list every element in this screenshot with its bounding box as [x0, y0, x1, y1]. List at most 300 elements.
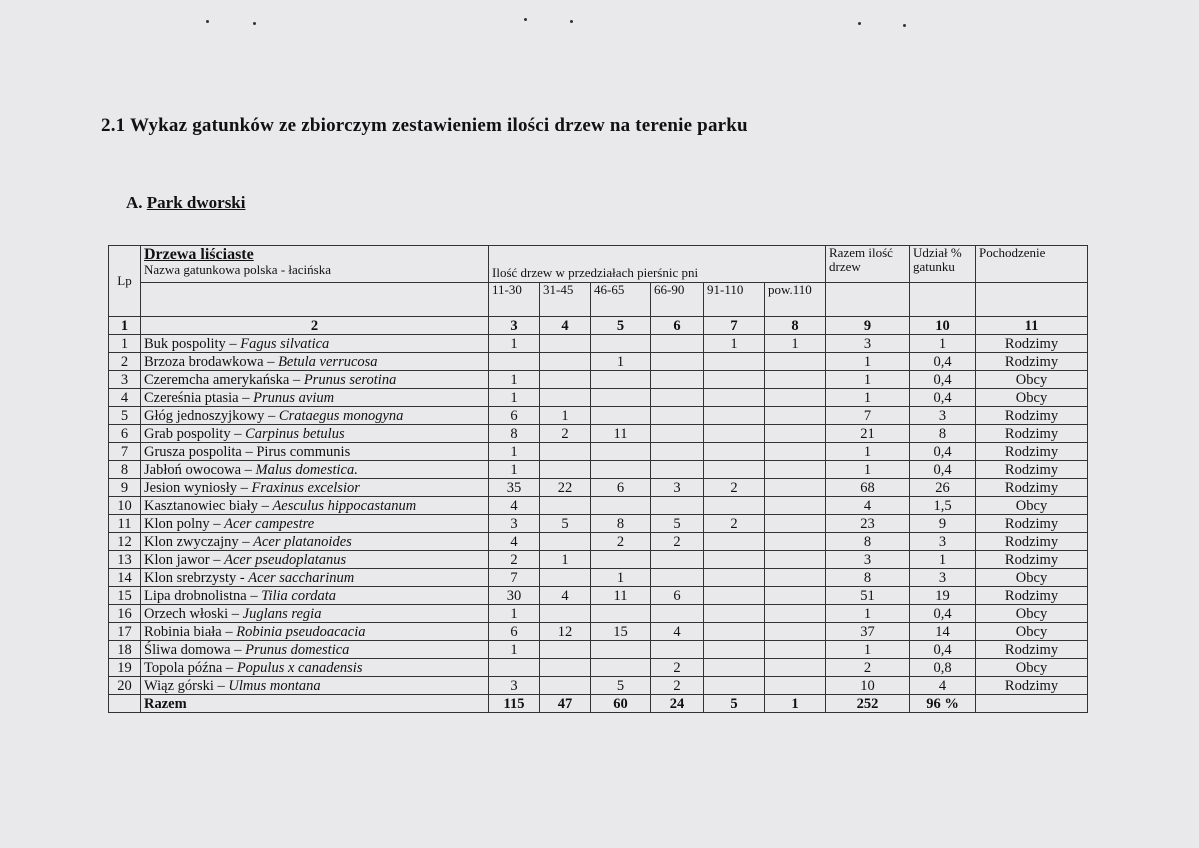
row-range-6: [765, 641, 826, 659]
row-share: 1: [910, 335, 976, 353]
row-range-6: [765, 353, 826, 371]
row-range-6: [765, 677, 826, 695]
row-share: 0,4: [910, 641, 976, 659]
species-table: [108, 245, 1088, 713]
header-share: Udział % gatunku: [910, 246, 976, 283]
column-number: 8: [765, 317, 826, 335]
row-range-1: 1: [489, 641, 540, 659]
row-range-6: [765, 569, 826, 587]
species-latin-name: Prunus domestica: [245, 642, 350, 658]
table-row: [109, 515, 1088, 533]
row-range-3: 8: [591, 515, 651, 533]
species-polish-name: Topola późna –: [144, 660, 237, 676]
row-share: 14: [910, 623, 976, 641]
row-range-3: 6: [591, 479, 651, 497]
row-range-2: [540, 677, 591, 695]
row-total: 23: [826, 515, 910, 533]
row-origin: Rodzimy: [976, 533, 1088, 551]
row-total: 8: [826, 533, 910, 551]
row-species: [141, 443, 489, 461]
table-row: [109, 605, 1088, 623]
row-range-5: [704, 497, 765, 515]
row-range-2: [540, 389, 591, 407]
row-share: 9: [910, 515, 976, 533]
subsection-letter: A.: [126, 193, 143, 212]
row-range-6: [765, 605, 826, 623]
row-origin: Rodzimy: [976, 515, 1088, 533]
totals-lp-blank: [109, 695, 141, 713]
species-polish-name: Wiąz górski –: [144, 678, 229, 694]
row-range-4: 2: [651, 659, 704, 677]
scan-speck: [524, 18, 527, 21]
row-share: 0,4: [910, 461, 976, 479]
species-polish-name: Jesion wyniosły –: [144, 480, 252, 496]
row-range-3: 11: [591, 425, 651, 443]
row-range-2: 4: [540, 587, 591, 605]
row-range-3: [591, 335, 651, 353]
species-latin-name: Prunus avium: [253, 390, 335, 406]
totals-range-6: 1: [765, 695, 826, 713]
row-range-3: 1: [591, 353, 651, 371]
row-origin: Rodzimy: [976, 425, 1088, 443]
row-share: 1: [910, 551, 976, 569]
row-range-4: 2: [651, 677, 704, 695]
row-range-1: 35: [489, 479, 540, 497]
header-species: [141, 246, 489, 283]
row-total: 1: [826, 443, 910, 461]
species-polish-name: Czeremcha amerykańska –: [144, 372, 304, 388]
species-latin-name: Fraxinus excelsior: [251, 480, 360, 496]
species-polish-name: Głóg jednoszyjkowy –: [144, 408, 279, 424]
header-range-6: pow.110: [765, 283, 826, 317]
row-range-2: [540, 353, 591, 371]
row-lp: 5: [109, 407, 141, 425]
header-range-3: 46-65: [591, 283, 651, 317]
row-range-5: [704, 353, 765, 371]
row-share: 0,4: [910, 389, 976, 407]
table-row: [109, 677, 1088, 695]
row-share: 0,4: [910, 353, 976, 371]
row-lp: 1: [109, 335, 141, 353]
row-range-2: 1: [540, 551, 591, 569]
header-range-1: 11-30: [489, 283, 540, 317]
row-species: [141, 335, 489, 353]
header-species-blank: [141, 283, 489, 317]
species-latin-name: Aesculus hippocastanum: [272, 498, 417, 514]
row-range-3: 2: [591, 533, 651, 551]
scan-speck: [206, 20, 209, 23]
row-range-5: [704, 551, 765, 569]
row-range-1: 8: [489, 425, 540, 443]
column-number: 4: [540, 317, 591, 335]
row-range-1: 6: [489, 623, 540, 641]
header-range-5: 91-110: [704, 283, 765, 317]
table-row: [109, 569, 1088, 587]
header-lp: Lp: [109, 246, 141, 317]
row-range-6: [765, 515, 826, 533]
row-range-4: 6: [651, 587, 704, 605]
table-row: [109, 461, 1088, 479]
column-number: 9: [826, 317, 910, 335]
row-range-4: [651, 497, 704, 515]
table-row: [109, 659, 1088, 677]
row-total: 1: [826, 641, 910, 659]
species-polish-name: Śliwa domowa –: [144, 642, 246, 658]
row-range-1: 3: [489, 515, 540, 533]
row-range-1: 1: [489, 371, 540, 389]
row-share: 0,4: [910, 371, 976, 389]
species-latin-name: Acer pseudoplatanus: [224, 552, 347, 568]
totals-range-4: 24: [651, 695, 704, 713]
row-range-6: [765, 443, 826, 461]
totals-range-5: 5: [704, 695, 765, 713]
row-range-2: 12: [540, 623, 591, 641]
row-range-2: [540, 497, 591, 515]
row-range-4: [651, 569, 704, 587]
row-total: 8: [826, 569, 910, 587]
row-range-1: 1: [489, 461, 540, 479]
row-origin: Rodzimy: [976, 407, 1088, 425]
row-range-3: 15: [591, 623, 651, 641]
row-share: 3: [910, 407, 976, 425]
row-range-6: [765, 497, 826, 515]
row-range-3: 1: [591, 569, 651, 587]
row-total: 7: [826, 407, 910, 425]
row-range-1: 2: [489, 551, 540, 569]
species-latin-name: Ulmus montana: [228, 678, 321, 694]
species-polish-name: Orzech włoski –: [144, 606, 243, 622]
totals-label: Razem: [141, 695, 489, 713]
row-range-4: 3: [651, 479, 704, 497]
row-range-2: [540, 371, 591, 389]
species-latin-name: Crataegus monogyna: [278, 408, 404, 424]
totals-share: 96 %: [910, 695, 976, 713]
row-origin: Rodzimy: [976, 677, 1088, 695]
species-latin-name: Populus x canadensis: [236, 660, 363, 676]
row-range-5: [704, 389, 765, 407]
row-origin: Rodzimy: [976, 551, 1088, 569]
table-row: [109, 587, 1088, 605]
row-range-5: [704, 605, 765, 623]
row-total: 21: [826, 425, 910, 443]
totals-range-2: 47: [540, 695, 591, 713]
row-species: [141, 371, 489, 389]
species-latin-name: Fagus silvatica: [240, 336, 330, 352]
scan-speck: [903, 24, 906, 27]
row-range-4: 5: [651, 515, 704, 533]
row-total: 3: [826, 551, 910, 569]
species-latin-name: Tilia cordata: [261, 588, 336, 604]
row-share: 26: [910, 479, 976, 497]
row-range-3: 5: [591, 677, 651, 695]
row-range-1: 1: [489, 335, 540, 353]
row-range-6: [765, 389, 826, 407]
scan-speck: [253, 22, 256, 25]
row-range-1: 3: [489, 677, 540, 695]
row-range-6: [765, 461, 826, 479]
row-species: [141, 515, 489, 533]
header-species-label: Nazwa gatunkowa polska - łacińska: [144, 262, 331, 277]
table-row: [109, 371, 1088, 389]
row-range-2: [540, 641, 591, 659]
row-share: 8: [910, 425, 976, 443]
species-polish-name: Klon srebrzysty -: [144, 570, 249, 586]
row-species: [141, 641, 489, 659]
row-range-3: [591, 371, 651, 389]
row-species: [141, 623, 489, 641]
row-range-5: [704, 443, 765, 461]
row-share: 3: [910, 533, 976, 551]
species-polish-name: Klon zwyczajny –: [144, 534, 254, 550]
row-range-1: 30: [489, 587, 540, 605]
row-lp: 4: [109, 389, 141, 407]
row-range-1: 1: [489, 389, 540, 407]
row-range-1: 1: [489, 605, 540, 623]
column-number: 5: [591, 317, 651, 335]
column-number: 10: [910, 317, 976, 335]
row-share: 3: [910, 569, 976, 587]
row-range-5: 2: [704, 479, 765, 497]
header-total-blank: [826, 283, 910, 317]
row-species: [141, 461, 489, 479]
row-species: [141, 587, 489, 605]
species-polish-name: Brzoza brodawkowa –: [144, 354, 279, 370]
column-number: 1: [109, 317, 141, 335]
row-origin: Obcy: [976, 605, 1088, 623]
species-latin-name: Malus domestica.: [255, 462, 358, 478]
row-range-5: [704, 533, 765, 551]
row-origin: Rodzimy: [976, 461, 1088, 479]
row-range-4: [651, 641, 704, 659]
table-row: [109, 497, 1088, 515]
row-total: 1: [826, 461, 910, 479]
row-total: 37: [826, 623, 910, 641]
row-range-6: [765, 623, 826, 641]
subsection-name: Park dworski: [146, 193, 246, 212]
table-row: [109, 443, 1088, 461]
row-share: 0,4: [910, 443, 976, 461]
row-origin: Obcy: [976, 659, 1088, 677]
species-latin-name: Robinia pseudoacacia: [236, 624, 366, 640]
row-range-1: [489, 353, 540, 371]
row-total: 10: [826, 677, 910, 695]
row-range-2: [540, 659, 591, 677]
table-row: [109, 533, 1088, 551]
section-title: 2.1 Wykaz gatunków ze zbiorczym zestawieniem ilości drzew na terenie parku: [101, 115, 748, 136]
table-row: [109, 551, 1088, 569]
row-origin: Obcy: [976, 497, 1088, 515]
species-polish-name: Lipa drobnolistna –: [144, 588, 262, 604]
row-share: 19: [910, 587, 976, 605]
row-range-5: [704, 623, 765, 641]
row-lp: 17: [109, 623, 141, 641]
row-range-6: [765, 587, 826, 605]
row-total: 68: [826, 479, 910, 497]
row-lp: 6: [109, 425, 141, 443]
row-range-1: 6: [489, 407, 540, 425]
row-range-4: [651, 371, 704, 389]
row-range-5: 1: [704, 335, 765, 353]
row-range-5: [704, 587, 765, 605]
row-origin: Obcy: [976, 569, 1088, 587]
row-lp: 14: [109, 569, 141, 587]
row-range-4: [651, 335, 704, 353]
row-species: [141, 407, 489, 425]
row-lp: 16: [109, 605, 141, 623]
row-species: [141, 533, 489, 551]
row-range-6: [765, 659, 826, 677]
species-polish-name: Jabłoń owocowa –: [144, 462, 256, 478]
row-origin: Obcy: [976, 623, 1088, 641]
row-lp: 9: [109, 479, 141, 497]
row-range-6: [765, 551, 826, 569]
species-latin-name: Betula verrucosa: [278, 354, 378, 370]
row-total: 1: [826, 605, 910, 623]
row-range-3: [591, 443, 651, 461]
column-number: 11: [976, 317, 1088, 335]
row-range-3: [591, 461, 651, 479]
header-origin-blank: [976, 283, 1088, 317]
row-lp: 8: [109, 461, 141, 479]
row-range-2: [540, 461, 591, 479]
row-total: 4: [826, 497, 910, 515]
row-range-3: [591, 407, 651, 425]
column-number: 6: [651, 317, 704, 335]
species-polish-name: Czereśnia ptasia –: [144, 390, 254, 406]
row-range-4: [651, 443, 704, 461]
row-total: 2: [826, 659, 910, 677]
header-range-2: 31-45: [540, 283, 591, 317]
row-origin: Rodzimy: [976, 443, 1088, 461]
table-row: [109, 641, 1088, 659]
row-range-5: [704, 371, 765, 389]
row-range-3: [591, 605, 651, 623]
row-range-2: 2: [540, 425, 591, 443]
row-range-4: [651, 353, 704, 371]
row-range-3: [591, 497, 651, 515]
totals-origin: [976, 695, 1088, 713]
row-range-1: [489, 659, 540, 677]
species-latin-name: Prunus serotina: [303, 372, 397, 388]
header-share-blank: [910, 283, 976, 317]
species-polish-name: Grusza pospolita – Pirus communis: [144, 444, 351, 460]
row-origin: Rodzimy: [976, 335, 1088, 353]
row-total: 1: [826, 353, 910, 371]
header-total: Razem ilość drzew: [826, 246, 910, 283]
row-lp: 12: [109, 533, 141, 551]
row-range-2: 22: [540, 479, 591, 497]
row-species: [141, 353, 489, 371]
species-latin-name: Acer platanoides: [253, 534, 352, 550]
row-total: 1: [826, 371, 910, 389]
species-latin-name: Acer campestre: [224, 516, 315, 532]
row-origin: Rodzimy: [976, 641, 1088, 659]
row-lp: 15: [109, 587, 141, 605]
row-species: [141, 497, 489, 515]
row-species: [141, 569, 489, 587]
row-range-2: [540, 533, 591, 551]
row-range-6: [765, 479, 826, 497]
species-polish-name: Grab pospolity –: [144, 426, 246, 442]
table-row: [109, 353, 1088, 371]
table-row: [109, 407, 1088, 425]
header-range-4: 66-90: [651, 283, 704, 317]
row-range-3: [591, 641, 651, 659]
row-range-4: 2: [651, 533, 704, 551]
row-lp: 2: [109, 353, 141, 371]
row-species: [141, 479, 489, 497]
row-range-5: [704, 425, 765, 443]
scan-speck: [858, 22, 861, 25]
row-range-6: [765, 425, 826, 443]
species-polish-name: Robinia biała –: [144, 624, 237, 640]
row-range-1: 7: [489, 569, 540, 587]
species-polish-name: Klon jawor –: [144, 552, 225, 568]
row-range-5: [704, 569, 765, 587]
row-share: 0,8: [910, 659, 976, 677]
row-range-4: [651, 551, 704, 569]
row-range-2: 1: [540, 407, 591, 425]
row-species: [141, 677, 489, 695]
row-share: 1,5: [910, 497, 976, 515]
row-share: 4: [910, 677, 976, 695]
row-lp: 11: [109, 515, 141, 533]
row-range-2: [540, 605, 591, 623]
table-row: [109, 623, 1088, 641]
row-lp: 19: [109, 659, 141, 677]
row-lp: 10: [109, 497, 141, 515]
row-range-2: [540, 335, 591, 353]
row-total: 3: [826, 335, 910, 353]
subsection-heading: [126, 193, 246, 213]
totals-row: [109, 695, 1088, 713]
table-row: [109, 479, 1088, 497]
row-range-5: 2: [704, 515, 765, 533]
row-range-5: [704, 677, 765, 695]
row-range-5: [704, 659, 765, 677]
row-species: [141, 659, 489, 677]
species-latin-name: Juglans regia: [242, 606, 322, 622]
table-row: [109, 335, 1088, 353]
row-lp: 20: [109, 677, 141, 695]
row-range-3: [591, 389, 651, 407]
row-range-4: [651, 389, 704, 407]
row-total: 1: [826, 389, 910, 407]
row-origin: Obcy: [976, 371, 1088, 389]
header-origin: Pochodzenie: [976, 246, 1088, 283]
scan-speck: [570, 20, 573, 23]
totals-range-1: 115: [489, 695, 540, 713]
row-total: 51: [826, 587, 910, 605]
row-species: [141, 551, 489, 569]
row-species: [141, 425, 489, 443]
row-range-5: [704, 407, 765, 425]
row-range-4: [651, 407, 704, 425]
row-range-2: [540, 569, 591, 587]
species-polish-name: Klon polny –: [144, 516, 225, 532]
row-origin: Rodzimy: [976, 479, 1088, 497]
row-range-2: 5: [540, 515, 591, 533]
row-lp: 13: [109, 551, 141, 569]
row-species: [141, 605, 489, 623]
column-number: 3: [489, 317, 540, 335]
row-range-6: [765, 533, 826, 551]
column-number: 2: [141, 317, 489, 335]
row-range-1: 4: [489, 533, 540, 551]
row-range-4: [651, 461, 704, 479]
species-latin-name: Acer saccharinum: [248, 570, 355, 586]
row-range-2: [540, 443, 591, 461]
